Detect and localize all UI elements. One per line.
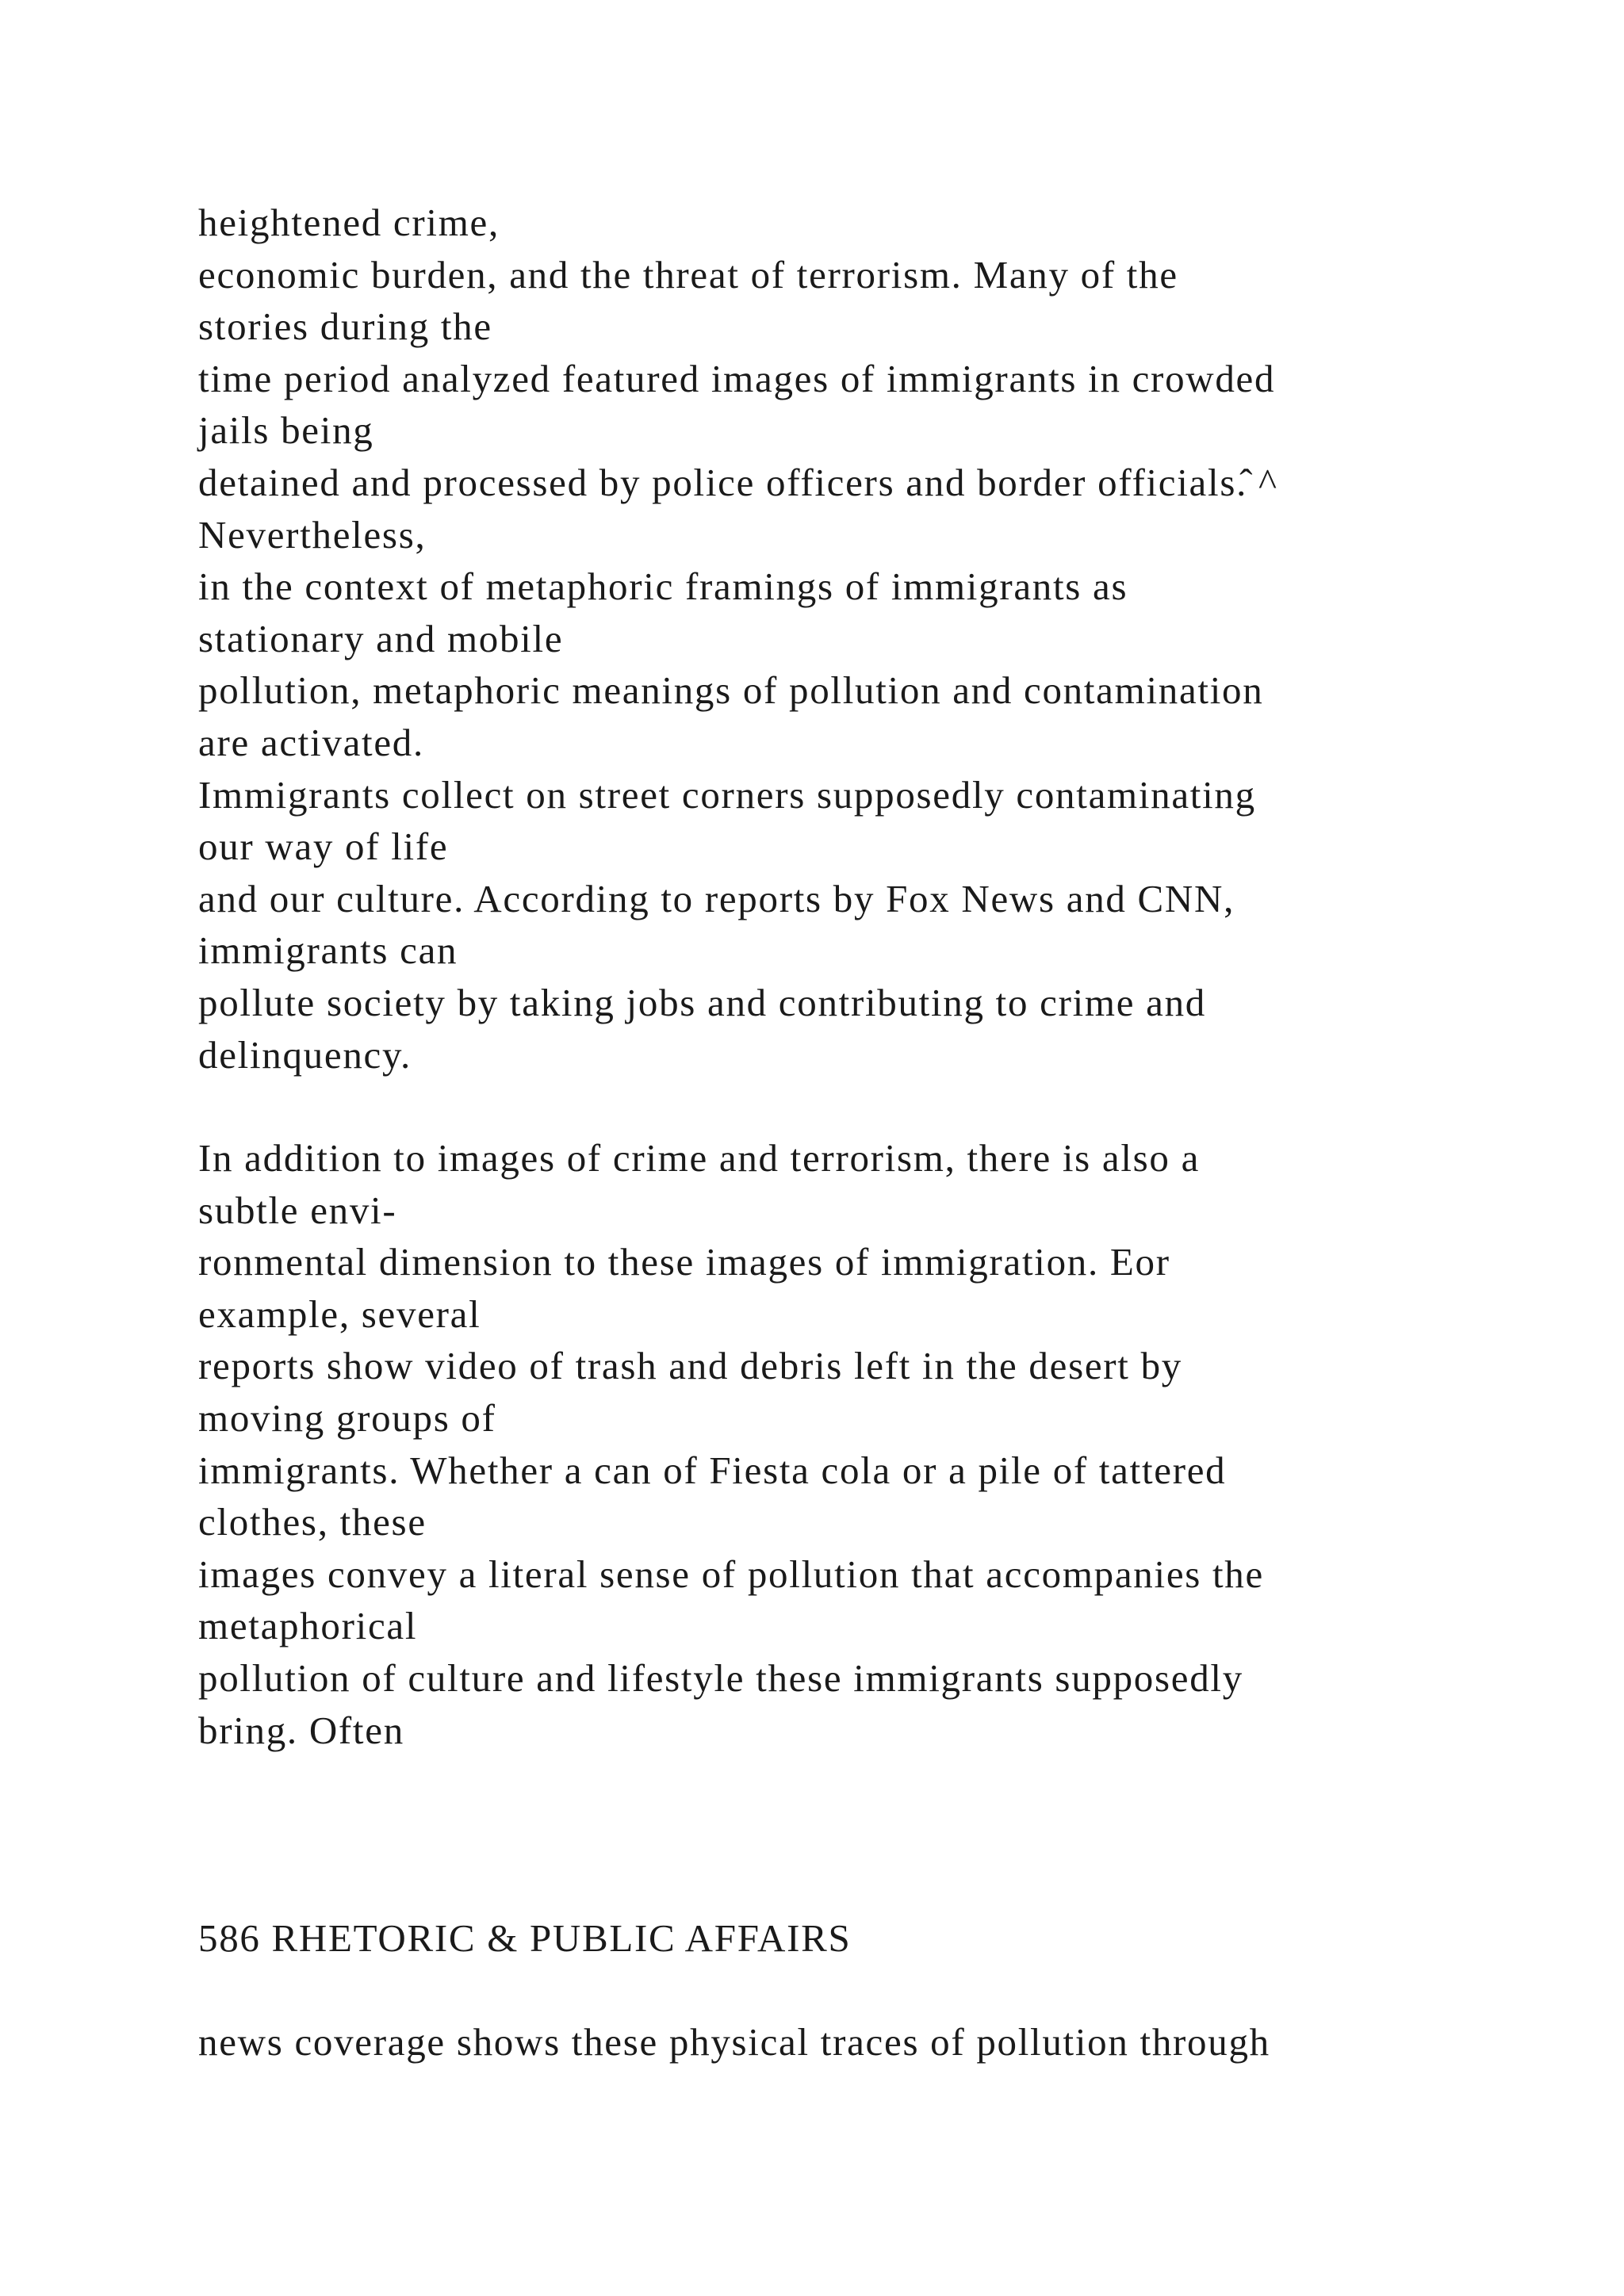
text-line: stationary and mobile [198,616,564,660]
text-line: pollution of culture and lifestyle these immigrants supposedly [198,1655,1243,1700]
body-paragraph-2 [198,1132,1499,1756]
text-line: heightened crime, [198,201,500,244]
text-line: immigrants can [198,928,458,973]
text-line: jails being [198,408,374,453]
text-line: are activated. [198,720,424,764]
body-paragraph-1 [198,197,1499,1081]
text-line: Nevertheless, [198,512,427,557]
text-line: example, several [198,1292,481,1336]
text-line: In addition to images of crime and terrorism, there is also a [198,1136,1201,1180]
text-line: reports show video of trash and debris left in the desert by [198,1344,1182,1388]
text-line: bring. Often [198,1708,404,1752]
text-line: news coverage shows these physical traces of pollution through [198,2020,1270,2064]
text-line: economic burden, and the threat of terrorism. Many of the [198,252,1178,297]
text-line: ronmental dimension to these images of immigration. Eor [198,1240,1170,1284]
text-line: in the context of metaphoric framings of immigrants as [198,564,1128,609]
text-line: our way of life [198,825,449,869]
text-line: detained and processed by police officers and border officials.̂ ^ [198,460,1278,504]
text-line: time period analyzed featured images of immigrants in crowded [198,356,1276,400]
text-line: and our culture. According to reports by Fox News and CNN, [198,876,1235,920]
text-line: pollution, metaphoric meanings of pollution and contamination [198,668,1264,713]
text-line: subtle envi- [198,1188,397,1232]
text-line: immigrants. Whether a can of Fiesta cola or a pile of tattered [198,1448,1227,1492]
text-line: images convey a literal sense of pollution that accompanies the [198,1552,1264,1596]
text-line: moving groups of [198,1395,496,1440]
text-line: clothes, these [198,1500,427,1544]
running-header-text: 586 RHETORIC & PUBLIC AFFAIRS [198,1916,852,1960]
text-line: delinquency. [198,1032,412,1077]
body-paragraph-3 [198,2016,1499,2068]
running-header [198,1912,1499,1965]
text-line: metaphorical [198,1604,418,1648]
text-line: Immigrants collect on street corners supposedly contaminating [198,772,1256,817]
text-line: stories during the [198,304,492,349]
text-line: pollute society by taking jobs and contributing to crime and [198,980,1206,1024]
